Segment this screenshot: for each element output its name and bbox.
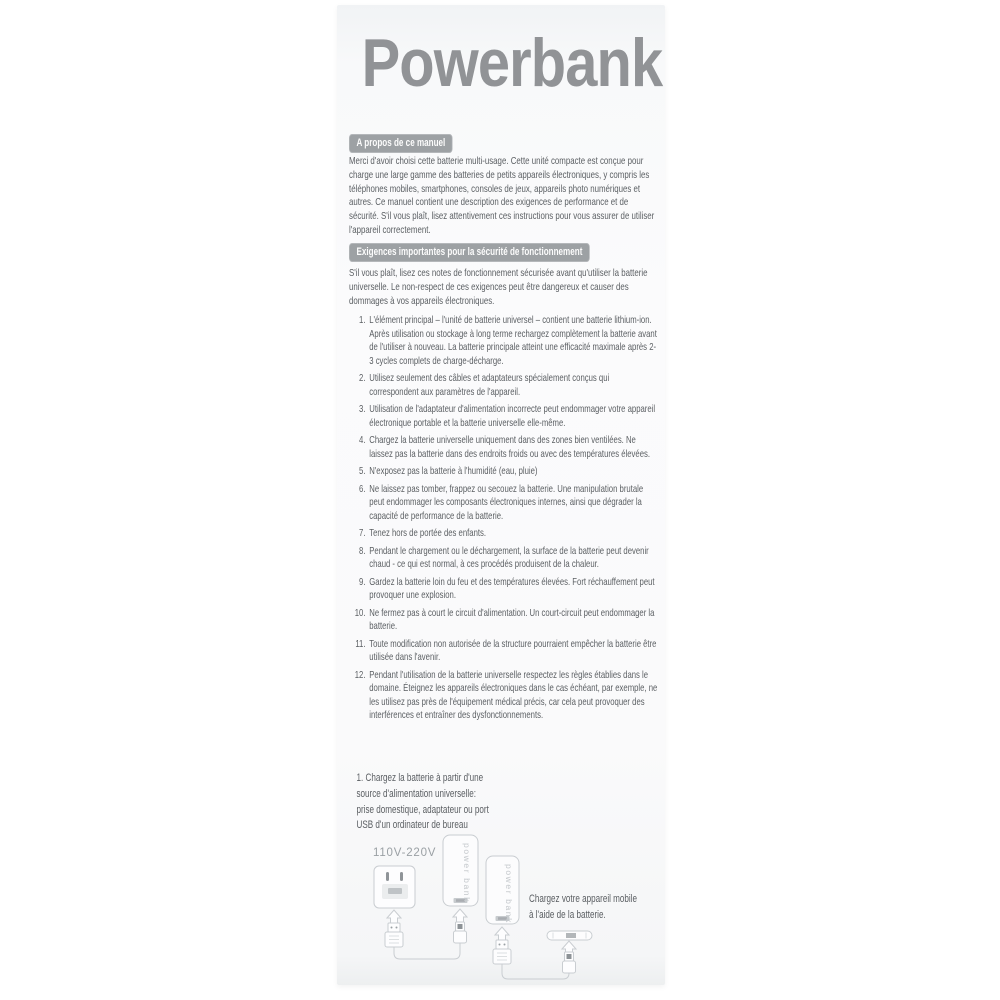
safety-rule-number: 12. <box>354 669 366 681</box>
safety-rule-text: N'exposez pas la batterie à l'humidité (eau, pluie) <box>369 466 538 477</box>
safety-rule-number: 3. <box>359 404 366 415</box>
powerbank-label: power bank <box>504 864 514 924</box>
safety-rule-number: 5. <box>359 466 366 477</box>
safety-rule <box>349 465 660 479</box>
powerbank-icon <box>443 835 478 906</box>
about-paragraph: Merci d'avoir choisi cette batterie multi-usage. Cette unité compacte est conçue pour charge une large gamme des batteries de petits appareils électroniques, y compris les téléphones mobiles, smartphones, consoles de jeux, appareils photo numériques et autres. Ce manuel contient une description des exigences de performance et de sécurité. S'il vous plaît, lisez attentivement ces instructions pour vous assurer de utiliser l'appareil correctement. <box>349 155 655 236</box>
safety-rule-number: 6. <box>359 483 366 495</box>
safety-rule-text: Utilisation de l'adaptateur d'alimentation incorrecte peut endommager votre appareil électronique portable et la batterie universelle elle-même. <box>369 404 656 429</box>
caption-line: USB d'un ordinateur de bureau <box>356 819 468 832</box>
section-heading-about: A propos de ce manuel <box>349 134 453 153</box>
up-arrow-icon <box>495 927 509 941</box>
safety-rule <box>349 638 660 665</box>
safety-rule-number: 8. <box>359 545 366 557</box>
usage-step-caption <box>357 771 489 834</box>
powerbank-label: power bank <box>462 843 472 903</box>
phone-icon <box>547 931 592 940</box>
voltage-label: 110V-220V <box>373 847 437 859</box>
safety-rule-number: 9. <box>359 576 366 588</box>
note-line: à l'aide de la batterie. <box>529 908 606 921</box>
safety-rule-number: 4. <box>359 435 366 446</box>
wall-outlet-icon <box>374 866 415 908</box>
safety-rule-number: 2. <box>359 373 366 384</box>
caption-line: prise domestique, adaptateur ou port <box>356 803 489 816</box>
cable-line <box>394 943 460 959</box>
safety-rule <box>349 372 660 399</box>
note-line: Chargez votre appareil mobile <box>529 893 638 905</box>
safety-rule-number: 11. <box>355 638 366 650</box>
cable-line <box>502 964 569 979</box>
safety-rule-text: L'élément principal – l'unité de batterie universel – contient une batterie lithium-ion. Après utilisation ou stockage à long terme rechargez complètement la batterie avant de l'utiliser à nouveau. La batterie principale atteint une efficacité maximale après 2-3 cycles complets de charge-décharge. <box>369 315 657 367</box>
safety-rule <box>349 607 660 634</box>
safety-rule-number: 1. <box>359 315 366 326</box>
safety-rule-text: Ne fermez pas à court le circuit d'alimentation. Un court-circuit peut endommager la batterie. <box>369 607 655 632</box>
page-title: Powerbank <box>361 25 663 101</box>
safety-rule <box>349 403 660 430</box>
charging-diagram <box>337 830 667 995</box>
up-arrow-icon <box>453 909 467 923</box>
safety-rule-text: Chargez la batterie universelle uniquement dans des zones bien ventilées. Ne laissez pas la batterie dans des endroits froids ou avec des températures élevées. <box>369 435 650 460</box>
safety-rule-number: 10. <box>354 607 366 619</box>
safety-rule <box>349 669 660 723</box>
safety-rule-text: Tenez hors de portée des enfants. <box>369 528 487 539</box>
safety-rule-number: 7. <box>359 528 366 539</box>
safety-rule-text: Pendant le chargement ou le déchargement, la surface de la batterie peut devenir chaud - ce qui est normal, à ces procédés produisent de la chaleur. <box>369 545 649 570</box>
safety-rule-text: Gardez la batterie loin du feu et des températures élevées. Fort réchauffement peut provoquer une explosion. <box>369 576 655 601</box>
up-arrow-icon <box>387 910 401 924</box>
safety-rules-list <box>349 314 660 727</box>
micro-usb-plug-icon <box>563 952 576 973</box>
safety-rule <box>349 576 660 603</box>
usb-plug-icon <box>385 923 403 947</box>
safety-rule <box>349 545 660 572</box>
safety-rule-text: Utilisez seulement des câbles et adaptateurs spécialement conçus qui correspondent aux paramètres de l'appareil. <box>369 373 610 398</box>
micro-usb-plug-icon <box>454 922 467 943</box>
section-heading-safety: Exigences importantes pour la sécurité de fonctionnement <box>349 243 590 262</box>
caption-line: 1. Chargez la batterie à partir d'une <box>356 772 484 784</box>
safety-rule-text: Pendant l'utilisation de la batterie universelle respectez les règles établies dans le domaine. Éteignez les appareils électroniques dans le cas échéant, par exemple, ne les utilisez pas près de l'équipement médical précis, car cela peut provoquer des interférences et entraîner des dysfonctionnements. <box>369 669 658 721</box>
powerbank-icon <box>486 856 519 924</box>
safety-rule <box>349 483 660 524</box>
safety-rule-text: Toute modification non autorisée de la structure pourraient empêcher la batterie être utilisée dans l'avenir. <box>369 638 657 663</box>
usb-plug-icon <box>493 940 511 964</box>
safety-rule <box>349 314 660 368</box>
safety-rule <box>349 527 660 541</box>
safety-rule-text: Ne laissez pas tomber, frappez ou secouez la batterie. Une manipulation brutale peut endommager les composants électroniques internes, ainsi que dégrader la capacité de performance de la batterie. <box>369 483 644 522</box>
caption-line: source d'alimentation universelle: <box>356 787 476 800</box>
safety-intro-paragraph: S'il vous plaît, lisez ces notes de fonctionnement sécurisée avant qu'utiliser la batterie universelle. Le non-respect de ces exigences peut être dangereux et causer des dommages à vos appareils électroniques. <box>349 267 648 307</box>
safety-rule <box>349 434 660 461</box>
